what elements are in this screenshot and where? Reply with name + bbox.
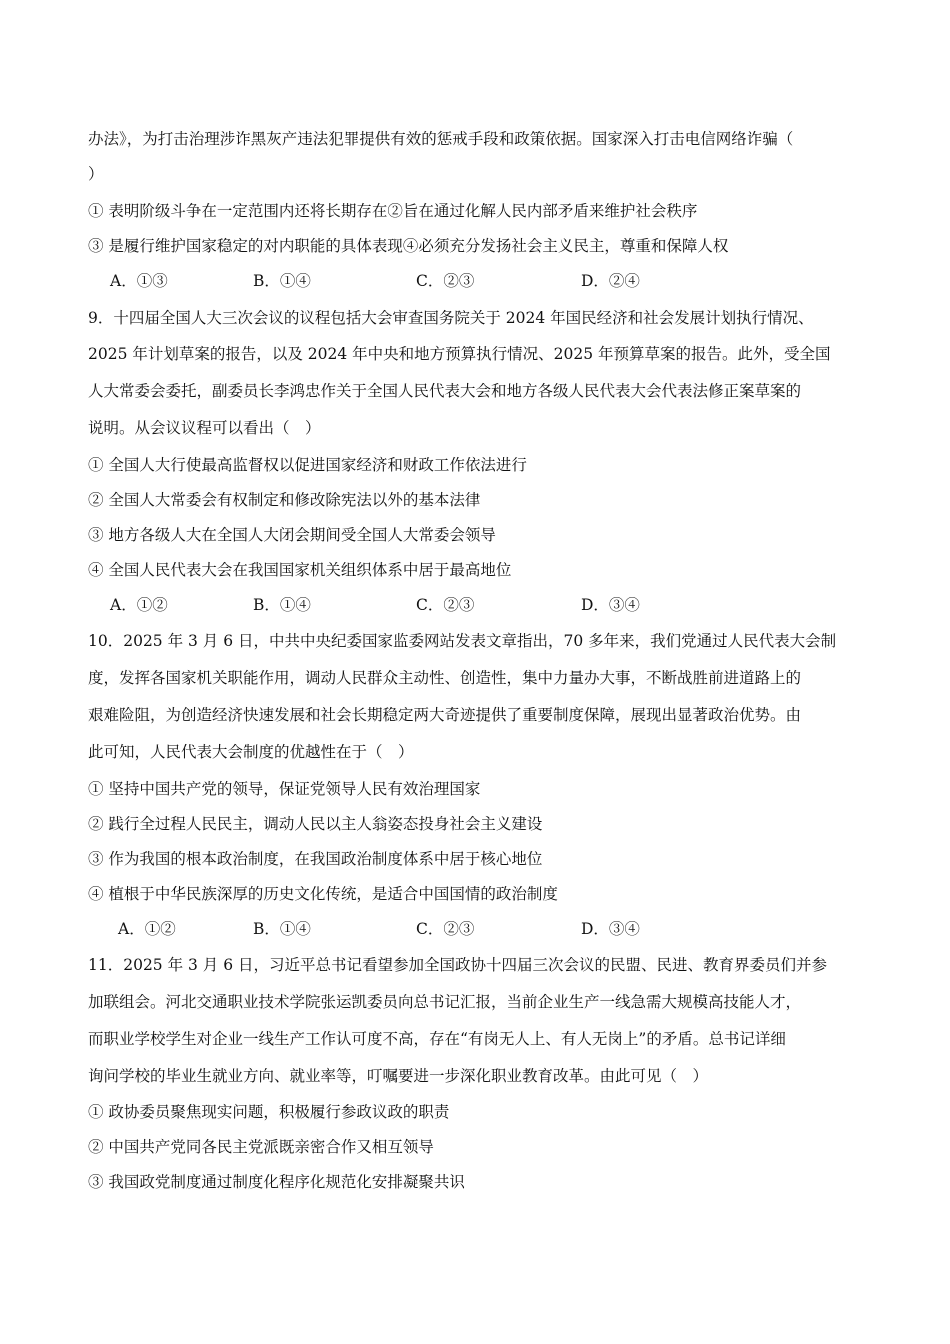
q8-option-a: A．①③	[110, 272, 168, 290]
q10-stem-line: 此可知，人民代表大会制度的优越性在于（ ）	[88, 743, 414, 761]
q8-option-c: C．②③	[416, 272, 475, 290]
q9-options	[88, 595, 878, 615]
q8-statement: ③ 是履行维护国家稳定的对内职能的具体表现④必须充分发扬社会主义民主，尊重和保障人权	[88, 237, 729, 255]
q10-statement: ④ 植根于中华民族深厚的历史文化传统，是适合中国国情的政治制度	[88, 885, 558, 903]
q9-option-c: C．②③	[416, 596, 475, 614]
q9-stem-line: 人大常委会委托，副委员长李鸿忠作关于全国人民代表大会和地方各级人民代表大会代表法修正案草案的	[88, 382, 802, 400]
q10-stem-line: 度，发挥各国家机关职能作用，调动人民群众主动性、创造性，集中力量办大事，不断战胜前进道路上的	[88, 669, 802, 687]
q9-statement: ④ 全国人民代表大会在我国国家机关组织体系中居于最高地位	[88, 561, 512, 579]
q9-statement: ③ 地方各级人大在全国人大闭会期间受全国人大常委会领导	[88, 526, 496, 544]
q8-options	[88, 271, 878, 291]
q9-option-a: A．①②	[110, 596, 168, 614]
q10-stem-line: 艰难险阻，为创造经济快速发展和社会长期稳定两大奇迹提供了重要制度保障，展现出显著政治优势。由	[88, 706, 802, 724]
q10-statement: ③ 作为我国的根本政治制度，在我国政治制度体系中居于核心地位	[88, 850, 543, 868]
q10-option-b: B．①④	[253, 920, 311, 938]
q10-options	[88, 919, 878, 939]
q9-statement: ② 全国人大常委会有权制定和修改除宪法以外的基本法律	[88, 491, 481, 509]
q10-option-c: C．②③	[416, 920, 475, 938]
q11-statement: ③ 我国政党制度通过制度化程序化规范化安排凝聚共识	[88, 1173, 465, 1191]
q8-statement: ① 表明阶级斗争在一定范围内还将长期存在②旨在通过化解人民内部矛盾来维护社会秩序	[88, 202, 698, 220]
q9-option-b: B．①④	[253, 596, 311, 614]
q8-stem-line: ）	[88, 165, 104, 183]
q10-option-d: D．③④	[581, 920, 640, 938]
q11-statement: ① 政协委员聚焦现实问题，积极履行参政议政的职责	[88, 1103, 450, 1121]
q11-stem-line: 而职业学校学生对企业一线生产工作认可度不高，存在“有岗无人上、有人无岗上”的矛盾。总书记详细	[88, 1030, 786, 1048]
q10-option-a: A．①②	[118, 920, 176, 938]
q9-option-d: D．③④	[581, 596, 640, 614]
q10-stem-line: 10．2025 年 3 月 6 日，中共中央纪委国家监委网站发表文章指出，70 多年来，我们党通过人民代表大会制	[88, 632, 837, 650]
q9-statement: ① 全国人大行使最高监督权以促进国家经济和财政工作依法进行	[88, 456, 527, 474]
q10-statement: ② 践行全过程人民民主，调动人民以主人翁姿态投身社会主义建设	[88, 815, 543, 833]
q10-statement: ① 坚持中国共产党的领导，保证党领导人民有效治理国家	[88, 780, 481, 798]
q9-stem-line: 2025 年计划草案的报告，以及 2024 年中央和地方预算执行情况、2025 年预算草案的报告。此外，受全国	[88, 345, 831, 363]
q11-stem-line: 加联组会。河北交通职业技术学院张运凯委员向总书记汇报，当前企业生产一线急需大规模高技能人才，	[88, 993, 802, 1011]
q9-stem-line: 9．十四届全国人大三次会议的议程包括大会审查国务院关于 2024 年国民经济和社会发展计划执行情况、	[88, 309, 814, 327]
q9-stem-line: 说明。从会议议程可以看出（ ）	[88, 419, 321, 437]
q11-statement: ② 中国共产党同各民主党派既亲密合作又相互领导	[88, 1138, 434, 1156]
q11-stem-line: 11．2025 年 3 月 6 日，习近平总书记看望参加全国政协十四届三次会议的民盟、民进、教育界委员们并参	[88, 956, 828, 974]
q11-stem-line: 询问学校的毕业生就业方向、就业率等，叮嘱要进一步深化职业教育改革。由此可见（ ）	[88, 1067, 709, 1085]
q8-option-d: D．②④	[581, 272, 640, 290]
q8-stem-line: 办法》，为打击治理涉诈黑灰产违法犯罪提供有效的惩戒手段和政策依据。国家深入打击电信网络诈骗（	[88, 130, 794, 148]
q8-option-b: B．①④	[253, 272, 311, 290]
